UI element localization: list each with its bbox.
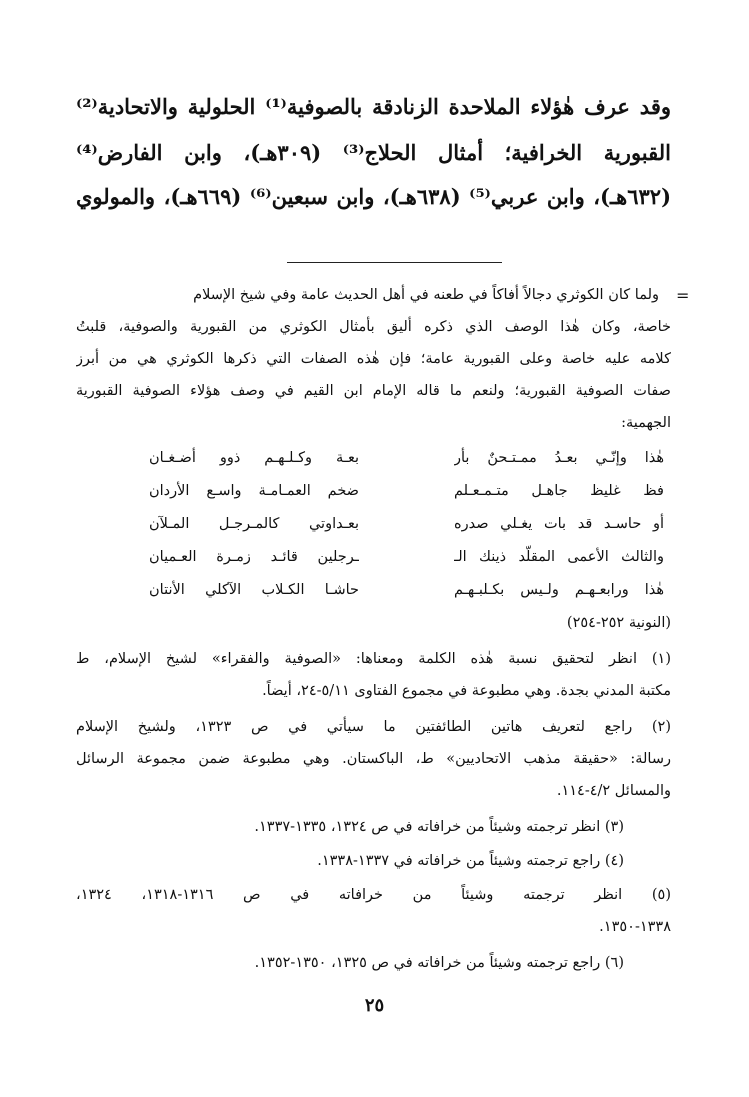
verse-second-hemistich: ـرجلين قائـد زمـرة العـميان [149,549,359,565]
footnote-5-line-2: ١٣٣٨-١٣٥٠. [599,919,671,935]
commentary-line-4: صفات الصوفية القبورية؛ ولنعم ما قاله الإمام ابن القيم في وصف هؤلاء الصوفية القبورية [76,383,671,399]
commentary-line-5: الجهمية: [621,415,671,431]
verse-first-hemistich: فظ غليظ جاهـل متـمـعـلم [454,483,664,499]
footnote-6: (٦) راجع ترجمته وشيئاً من خرافاته في ص ١٣٢٥، ١٣٥٠-١٣٥٢. [254,955,624,971]
verse-first-hemistich: هٰذا ورابعـهـم ولـيس بكـلبـهـم [454,582,664,598]
verse-first-hemistich: والثالث الأعمى المقلّد ذينك الـ [454,549,664,565]
footnote-1-line-1: (١) انظر لتحقيق نسبة هٰذه الكلمة ومعناها: «الصوفية والفقراء» لشيخ الإسلام، ط [76,651,671,667]
poem-source: (النونية ٢٥٢-٢٥٤) [566,615,671,631]
footnote-1-line-2: مكتبة المدني بجدة. وهي مطبوعة في مجموع الفتاوى ٥/١١-٢٤، أيضاً. [262,683,671,699]
main-text-line-1: وقد عرف هٰؤلاء الملاحدة الزنادقة بالصوفية⁽¹⁾ الحلولية والاتحادية⁽²⁾ [76,94,671,119]
continuation-mark: = [676,286,690,305]
footnote-separator [287,262,502,263]
commentary-line-3: كلامه عليه خاصة وعلى القبورية عامة؛ فإن هٰذه الصفات التي ذكرها الكوثري هي من أبرز [76,351,671,367]
poem-verse [144,476,664,506]
verse-second-hemistich: بعـة وكـلـهـم ذوو أضـغـان [149,450,359,466]
footnote-2-line-2: رسالة: «حقيقة مذهب الاتحاديين» ط، الباكستان. وهي مطبوعة ضمن مجموعة الرسائل [76,751,671,767]
commentary-line-1: ولما كان الكوثري دجالاً أفاكاً في طعنه في أهل الحديث عامة وفي شيخ الإسلام [193,287,659,303]
footnote-2-line-3: والمسائل ٤/٢-١١٤. [556,783,671,799]
verse-first-hemistich: أو حاسـد قد بات يغـلي صدره [454,516,664,532]
poem-verse [144,509,664,539]
footnote-3: (٣) انظر ترجمته وشيئاً من خرافاته في ص ١٣٢٤، ١٣٣٥-١٣٣٧. [254,819,624,835]
verse-first-hemistich: هٰذا وإنّـي بعـدُ ممـتـحنٌ بأر [454,450,664,466]
verse-second-hemistich: حاشـا الكـلاب الآكلي الأنتان [149,582,359,598]
poem-verse [144,542,664,572]
page-number: ٢٥ [364,995,385,1016]
poem-verse [144,443,664,473]
poem-verse [144,575,664,605]
main-text-line-2: القبورية الخرافية؛ أمثال الحلاج⁽³⁾ (٣٠٩هـ)، وابن الفارض⁽⁴⁾ [76,140,671,165]
verse-second-hemistich: ضخم العمـامـة واسـع الأردان [149,483,359,499]
commentary-line-2: خاصة، وكان هٰذا الوصف الذي ذكره أليق بأمثال الكوثري من القبورية والصوفية، قلبتُ [76,319,671,335]
footnote-2-line-1: (٢) راجع لتعريف هاتين الطائفتين ما سيأتي في ص ١٣٢٣، ولشيخ الإسلام [76,719,671,735]
footnote-4: (٤) راجع ترجمته وشيئاً من خرافاته في ١٣٣٧-١٣٣٨. [317,853,624,869]
verse-second-hemistich: بعـداوتي كالمـرجـل المـلآن [149,516,359,532]
main-text-line-3: (٦٣٢هـ)، وابن عربي⁽⁵⁾ (٦٣٨هـ)، وابن سبعين⁽⁶⁾ (٦٦٩هـ)، والمولوي [76,184,671,209]
footnote-5-line-1: (٥) انظر ترجمته وشيئاً من خرافاته في ص ١٣١٦-١٣١٨، ١٣٢٤، [76,887,671,903]
